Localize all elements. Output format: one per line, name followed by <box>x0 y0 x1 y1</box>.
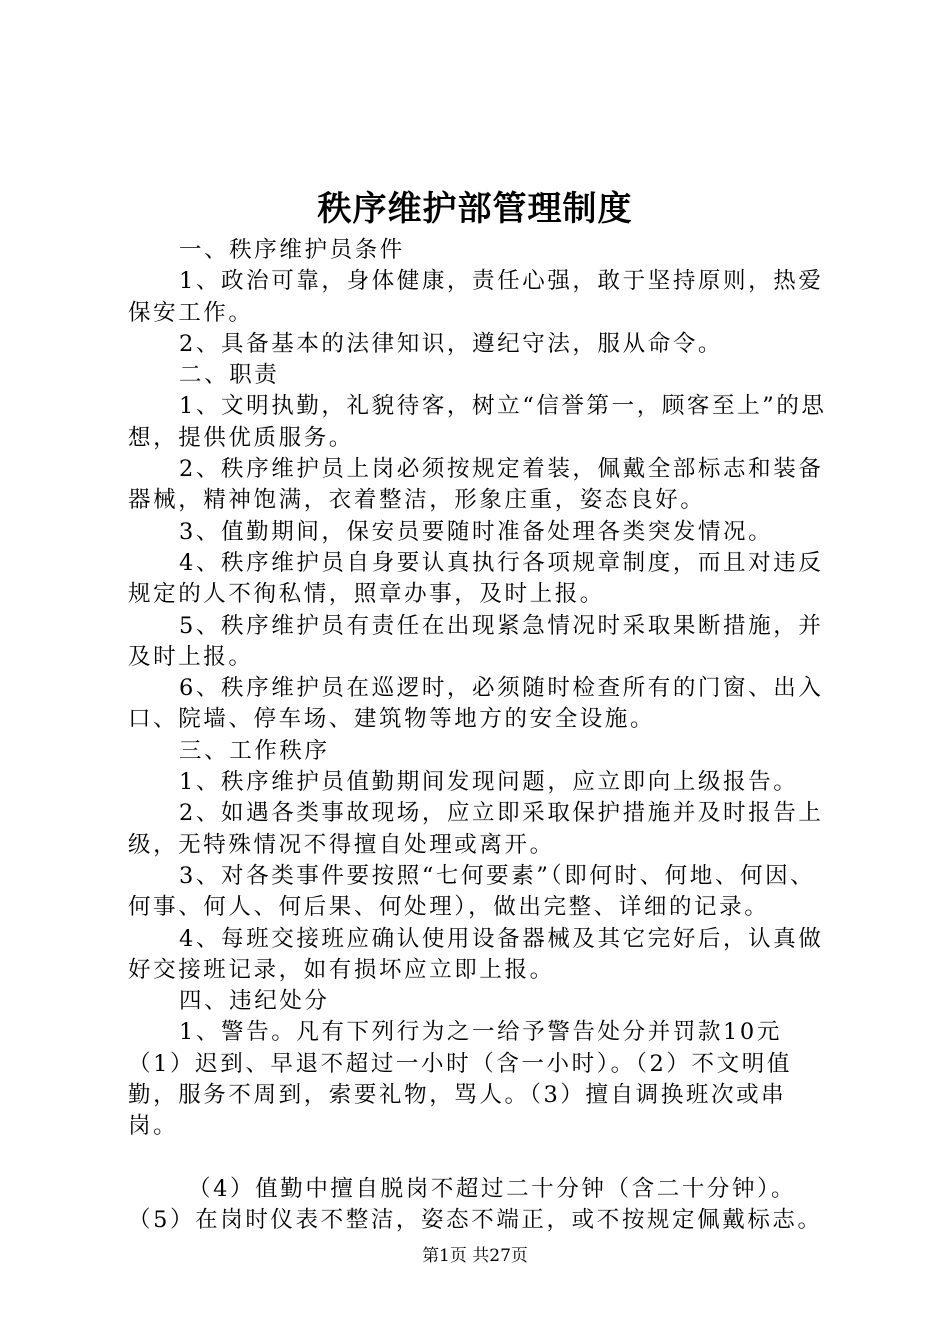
paragraph-duty-4: 4、秩序维护员自身要认真执行各项规章制度，而且对违反规定的人不徇私情，照章办事，及时上报。 <box>128 549 824 608</box>
paragraph-duty-5: 5、秩序维护员有责任在出现紧急情况时采取果断措施，并及时上报。 <box>128 612 824 670</box>
paragraph-duty-1: 1、文明执勤，礼貌待客，树立“信誉第一，顾客至上”的思想，提供优质服务。 <box>128 393 827 451</box>
section-heading-discipline: 四、违纪处分 <box>179 988 330 1015</box>
paragraph-condition-1: 1、政治可靠，身体健康，责任心强，敢于坚持原则，热爱保安工作。 <box>128 268 824 326</box>
document-body <box>128 235 834 1236</box>
paragraph-condition-2: 2、具备基本的法律知识，遵纪守法，服从命令。 <box>179 330 724 357</box>
document-title: 秩序维护部管理制度 <box>317 189 633 229</box>
paragraph-work-order-4: 4、每班交接班应确认使用设备器械及其它完好后，认真做好交接班记录，如有损坏应立即上报。 <box>128 925 824 983</box>
paragraph-duty-2: 2、秩序维护员上岗必须按规定着装，佩戴全部标志和装备器械，精神饱满，衣着整洁，形象庄重，姿态良好。 <box>128 456 824 514</box>
paragraph-duty-3: 3、值勤期间，保安员要随时准备处理各类突发情况。 <box>179 518 774 545</box>
section-heading-work-order: 三、工作秩序 <box>179 737 330 764</box>
paragraph-discipline-1: 1、警告。凡有下列行为之一给予警告处分并罚款10元（1）迟到、早退不超过一小时（含一小时）。（2）不文明值勤，服务不周到，索要礼物，骂人。（3）擅自调换班次或串岗。 <box>128 1019 792 1140</box>
page-footer: 第1页 共27页 <box>422 1246 528 1266</box>
section-heading-duties: 二、职责 <box>179 362 280 389</box>
paragraph-duty-6: 6、秩序维护员在巡逻时，必须随时检查所有的门窗、出入口、院墙、停车场、建筑物等地方的安全设施。 <box>128 675 824 733</box>
paragraph-work-order-3: 3、对各类事件要按照“七何要素”（即何时、何地、何因、何事、何人、何后果、何处理），做出完整、详细的记录。 <box>128 862 816 921</box>
section-heading-conditions: 一、秩序维护员条件 <box>179 237 405 263</box>
paragraph-work-order-2: 2、如遇各类事故现场，应立即采取保护措施并及时报告上级，无特殊情况不得擅自处理或离开。 <box>128 800 824 858</box>
paragraph-work-order-1: 1、秩序维护员值勤期间发现问题，应立即向上级报告。 <box>179 769 799 796</box>
paragraph-discipline-2: （4）值勤中擅自脱岗不超过二十分钟（含二十分钟）。（5）在岗时仪表不整洁，姿态不端正，或不按规定佩戴标志。 <box>128 1175 823 1233</box>
